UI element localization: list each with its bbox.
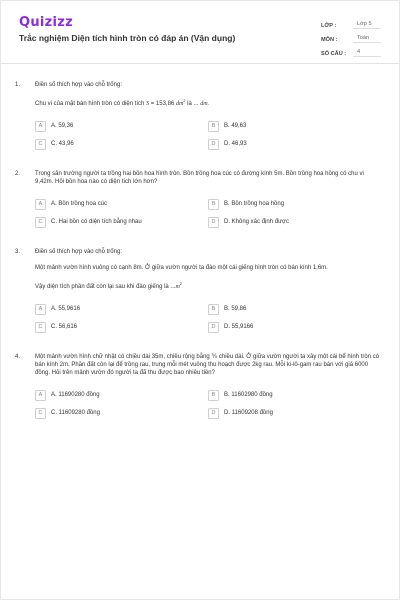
answer-options <box>35 198 381 228</box>
option-key-box: D <box>208 408 219 419</box>
option-key-box: A <box>35 304 46 315</box>
option-text: B. 49,63 <box>224 123 247 129</box>
meta-value: Lớp 5 <box>353 21 381 29</box>
option-text: D. 55,9166 <box>224 324 254 330</box>
question-text: Chu vi của mặt bàn hình tròn có diện tích S = 153,86 $dm^2$ là ... dm. <box>35 98 210 107</box>
answer-option-a[interactable] <box>35 303 208 315</box>
meta-value: 4 <box>353 49 381 57</box>
question-text: Trong sân trường người ta trồng hai bồn hoa hình tròn. Bồn trồng hoa cúc có đường kính 5m. Bồn trồng hoa hồng có chu vi 9,42m. Hỏi bồn hoa nào có diện tích lớn hơn? <box>35 171 364 185</box>
meta-row-subject <box>321 29 381 43</box>
question-number: 1. <box>15 82 21 88</box>
option-key-box: D <box>208 217 219 228</box>
question-text: Một mảnh vườn hình chữ nhật có chiều dài 35m, chiều rộng bằng ⅗ chiều dài. Ở giữa vườn người ta xây một cái bể hình tròn có bán kính 2m. Phần đất còn lại để trồng rau, trung mỗi mét vuông thu hoạch được 2kg rau. Mỗi ki-lô-gam rau bán với giá 6000 đồng. Hỏi trên mảnh vườn đó người ta đã thu được bao nhiêu tiền? <box>35 354 380 376</box>
option-key-box: C <box>35 217 46 228</box>
option-text: C. 56,616 <box>51 324 78 330</box>
question-prompt: Điền số thích hợp vào chỗ trống: <box>35 249 122 255</box>
option-key-box: B <box>208 199 219 210</box>
option-key-box: B <box>208 390 219 401</box>
option-text: A. Bồn trồng hoa cúc <box>51 201 108 207</box>
question-4 <box>15 353 381 419</box>
answer-options <box>35 303 381 333</box>
answer-options <box>35 120 381 150</box>
answer-option-a[interactable] <box>35 120 208 132</box>
answer-option-d[interactable] <box>208 407 381 419</box>
option-text: A. 55,9616 <box>51 306 81 312</box>
option-text: B. Bồn trồng hoa hồng <box>224 201 285 207</box>
answer-option-b[interactable] <box>208 389 381 401</box>
question-number: 4. <box>15 354 21 360</box>
option-text: C. Hai bồn có diện tích bằng nhau <box>51 219 142 225</box>
worksheet-header <box>19 15 381 59</box>
answer-option-a[interactable] <box>35 198 208 210</box>
question-number: 3. <box>15 249 21 255</box>
option-text: C. 11609280 đồng <box>51 410 100 416</box>
option-text: B. 59,86 <box>224 306 247 312</box>
meta-row-class <box>321 15 381 29</box>
quizizz-logo: Quizizz <box>19 15 74 30</box>
option-text: A. 59,36 <box>51 123 74 129</box>
meta-panel <box>321 15 381 57</box>
option-text: B. 11602980 đồng <box>224 392 273 398</box>
option-key-box: B <box>208 304 219 315</box>
option-key-box: B <box>208 121 219 132</box>
question-subtext: Vậy diện tích phần đất còn lại sau khi đào giếng là $...m^2$ <box>35 281 183 290</box>
answer-option-b[interactable] <box>208 303 381 315</box>
option-key-box: A <box>35 121 46 132</box>
page-title: Trắc nghiệm Diện tích hình tròn có đáp án (Vận dụng) <box>19 33 236 43</box>
question-2 <box>15 170 381 228</box>
option-text: D. Không xác định được <box>224 219 289 225</box>
meta-label: SỐ CÂU : <box>321 51 347 57</box>
answer-option-d[interactable] <box>208 138 381 150</box>
option-key-box: C <box>35 139 46 150</box>
answer-option-b[interactable] <box>208 120 381 132</box>
answer-option-b[interactable] <box>208 198 381 210</box>
question-3 <box>15 248 381 333</box>
option-key-box: C <box>35 322 46 333</box>
answer-option-c[interactable] <box>35 216 208 228</box>
answer-option-c[interactable] <box>35 321 208 333</box>
question-prompt: Điền số thích hợp vào chỗ trống: <box>35 82 122 88</box>
answer-option-a[interactable] <box>35 389 208 401</box>
meta-label: MÔN : <box>321 37 338 43</box>
meta-value: Toán <box>353 35 381 43</box>
option-text: D. 11609208 đồng <box>224 410 273 416</box>
question-1 <box>15 81 381 150</box>
option-key-box: A <box>35 390 46 401</box>
answer-options <box>35 389 381 419</box>
option-text: C. 43,96 <box>51 141 74 147</box>
meta-row-count <box>321 43 381 57</box>
answer-option-d[interactable] <box>208 216 381 228</box>
answer-option-c[interactable] <box>35 407 208 419</box>
option-key-box: D <box>208 139 219 150</box>
meta-label: LỚP : <box>321 23 337 29</box>
question-number: 2. <box>15 171 21 177</box>
answer-option-d[interactable] <box>208 321 381 333</box>
answer-option-c[interactable] <box>35 138 208 150</box>
option-key-box: D <box>208 322 219 333</box>
option-key-box: A <box>35 199 46 210</box>
question-text: Một mảnh vườn hình vuông có cạnh 8m. Ở giữa vườn người ta đào một cái giếng hình tròn có bán kính 1,6m. <box>35 265 328 271</box>
option-key-box: C <box>35 408 46 419</box>
questions-list <box>15 81 381 419</box>
header-divider <box>1 63 399 64</box>
option-text: A. 11690280 đồng <box>51 392 100 398</box>
option-text: D. 46,93 <box>224 141 247 147</box>
